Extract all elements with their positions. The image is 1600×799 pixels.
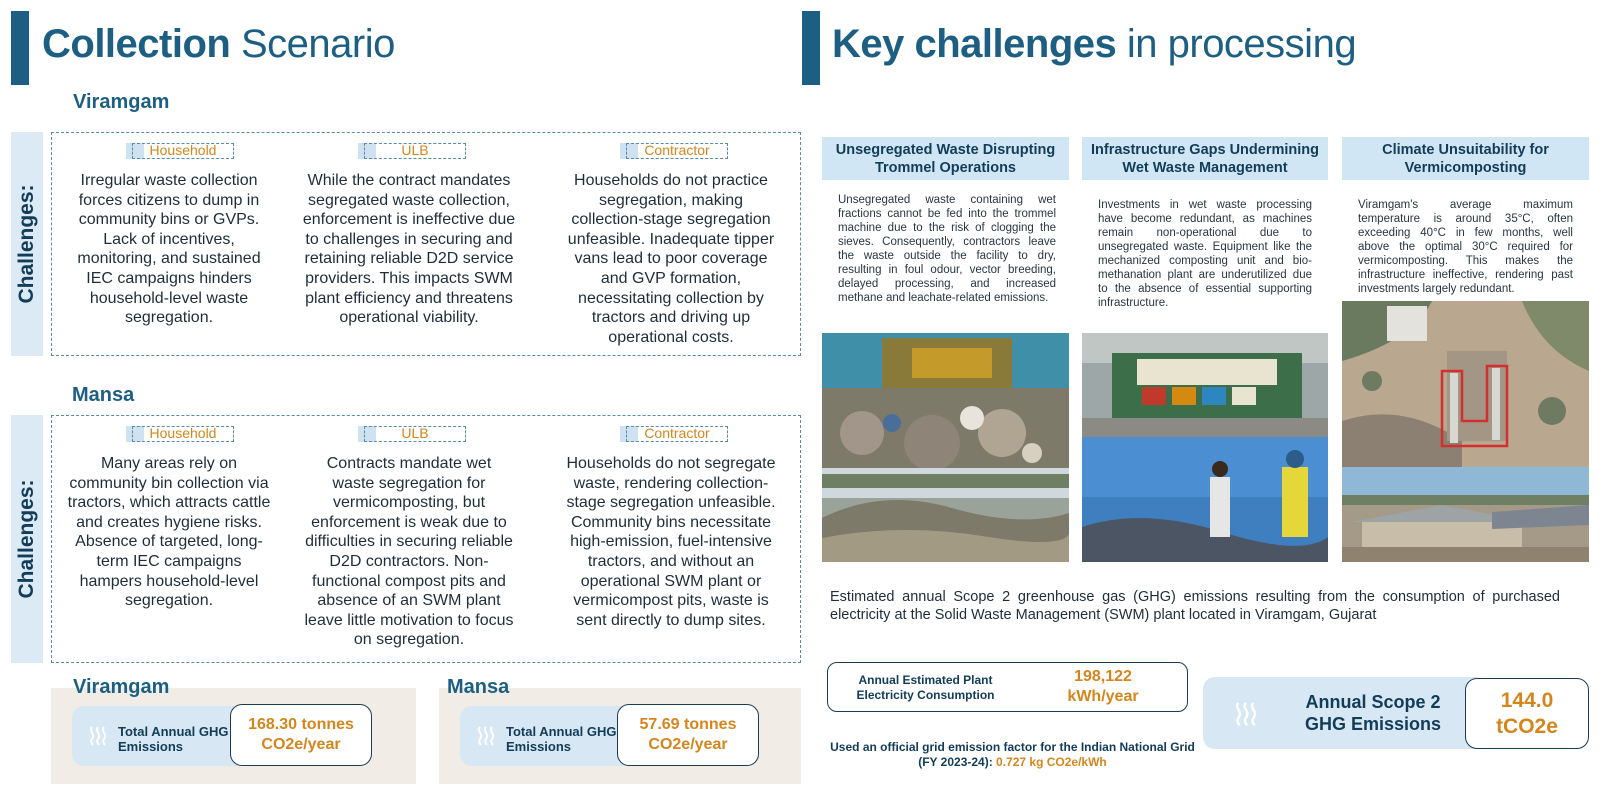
right-title-bold: Key challenges [832, 22, 1117, 66]
column-text: Many areas rely on community bin collection via tractors, which attracts cattle and creates hygiene risks. Absence of targeted, long-term IEC campaigns hampers household-level segregation. [67, 455, 271, 610]
ghg-panel-viramgam [51, 676, 416, 784]
left-title [42, 22, 395, 67]
column-text: Contracts mandate wet waste segregation for vermicomposting, but enforcement is weak due to difficulties in securing reliable D2D contractors. Non-functional compost pits and absence of an SWM plant leave little motivation to focus on segregation. [304, 455, 514, 649]
tag-ulb: ULB [364, 426, 466, 442]
ghg-value: 168.30 tonnes CO2e/year [230, 704, 372, 766]
column-text: Households do not practice segregation, making collection-stage segregation unfeasible. Inadequate tipper vans lead to poor coverage and GVP formation, necessitating collection by tractors and driving up operational costs. [567, 172, 775, 346]
challenge-heading-climate: Climate Unsuitability for Vermicomposting [1342, 137, 1589, 180]
challenges-label: Challenges: [15, 479, 38, 599]
heat-waves-icon [1231, 699, 1261, 729]
right-title [832, 22, 1356, 67]
left-title-light: Scenario [240, 22, 395, 66]
electricity-value: 198,122 kWh/year [1067, 668, 1139, 705]
photo-satellite-view [1342, 301, 1589, 467]
challenge-text-trommel: Unsegregated waste containing wet fractions cannot be fed into the trommel machine due to the risk of clogging the sieves. Consequently, contractors leave the waste outside the facility to dry, resulting in foul odour, vector breeding, delayed processing, and increased methane and leachate-related emissions. [838, 194, 1056, 304]
challenges-strip-viramgam [11, 132, 43, 356]
tag-ulb: ULB [364, 143, 466, 159]
tag-contractor: Contractor [626, 426, 728, 442]
ghg-city: Mansa [447, 676, 510, 698]
right-title-light: in processing [1126, 22, 1357, 66]
photo-trommel-machine [822, 333, 1069, 468]
column-text: Irregular waste collection forces citizens to dump in community bins or GVPs. Lack of incentives, monitoring, and sustained IEC campaigns hinders household-level waste segregation. [77, 172, 261, 327]
challenges-label: Challenges: [15, 184, 38, 304]
scope2-description: Estimated annual Scope 2 greenhouse gas (GHG) emissions resulting from the consumption of purchased electricity at the Solid Waste Management (SWM) plant located in Viramgam, Gujarat [830, 589, 1560, 623]
electricity-box [827, 662, 1188, 712]
grid-factor-note [830, 740, 1195, 770]
left-title-bold: Collection [42, 22, 231, 66]
challenges-box-mansa [51, 415, 801, 663]
section-city-mansa: Mansa [72, 384, 135, 406]
tag-household: Household [132, 143, 234, 159]
ghg-value: 57.69 tonnes CO2e/year [617, 704, 759, 766]
left-title-bar [11, 11, 29, 85]
photo-dump-site [822, 468, 1069, 562]
electricity-label: Annual Estimated Plant Electricity Consumption [856, 673, 995, 702]
heat-waves-icon [86, 724, 110, 748]
photo-biomethanation-plant [1082, 437, 1328, 562]
scope2-value: 144.0 tCO2e [1465, 678, 1589, 749]
challenges-strip-mansa [11, 415, 43, 663]
challenge-heading-infrastructure: Infrastructure Gaps Undermining Wet Waste Management [1082, 137, 1328, 180]
column-text: Households do not segregate waste, rendering collection-stage segregation unfeasible. Community bins necessitate high-emission, fuel-intensive tractors, and without an operational SWM plant or vermicompost pits, waste is sent directly to dump sites. [566, 455, 776, 629]
tag-contractor: Contractor [626, 143, 728, 159]
right-title-bar [802, 11, 820, 85]
scope2-panel [1203, 677, 1478, 749]
ghg-city: Viramgam [73, 676, 170, 698]
ghg-label: Total Annual GHG Emissions [118, 724, 229, 754]
ghg-label: Total Annual GHG Emissions [506, 724, 617, 754]
photo-vermicompost-shed [1342, 467, 1589, 562]
challenge-text-climate: Viramgam's average maximum temperature is around 35°C, often exceeding 40°C in few months, well above the optimal 30°C required for vermicomposting. This makes the infrastructure ineffective, rendering past investments largely redundant. [1358, 199, 1573, 295]
section-city-viramgam: Viramgam [73, 91, 170, 113]
ghg-panel-mansa [439, 676, 801, 784]
heat-waves-icon [474, 724, 498, 748]
tag-household: Household [132, 426, 234, 442]
challenge-text-infrastructure: Investments in wet waste processing have become redundant, as machines remain non-operational due to unsegregated waste. Equipment like the mechanized composting unit and bio-methanation plant are underutilized due to the absence of essential supporting infrastructure. [1098, 199, 1312, 309]
challenge-heading-trommel: Unsegregated Waste Disrupting Trommel Operations [822, 137, 1069, 180]
grid-factor-text: Used an official grid emission factor for the Indian National Grid (FY 2023-24): [830, 740, 1195, 769]
challenges-box-viramgam [51, 132, 801, 356]
grid-factor-value: 0.727 kg CO2e/kWh [996, 755, 1107, 769]
scope2-label: Annual Scope 2 GHG Emissions [1304, 692, 1442, 734]
photo-composting-unit [1082, 333, 1328, 437]
column-text: While the contract mandates segregated waste collection, enforcement is ineffective due to challenges in securing and retaining reliable D2D service providers. This impacts SWM plant efficiency and threatens operational viability. [302, 172, 516, 327]
